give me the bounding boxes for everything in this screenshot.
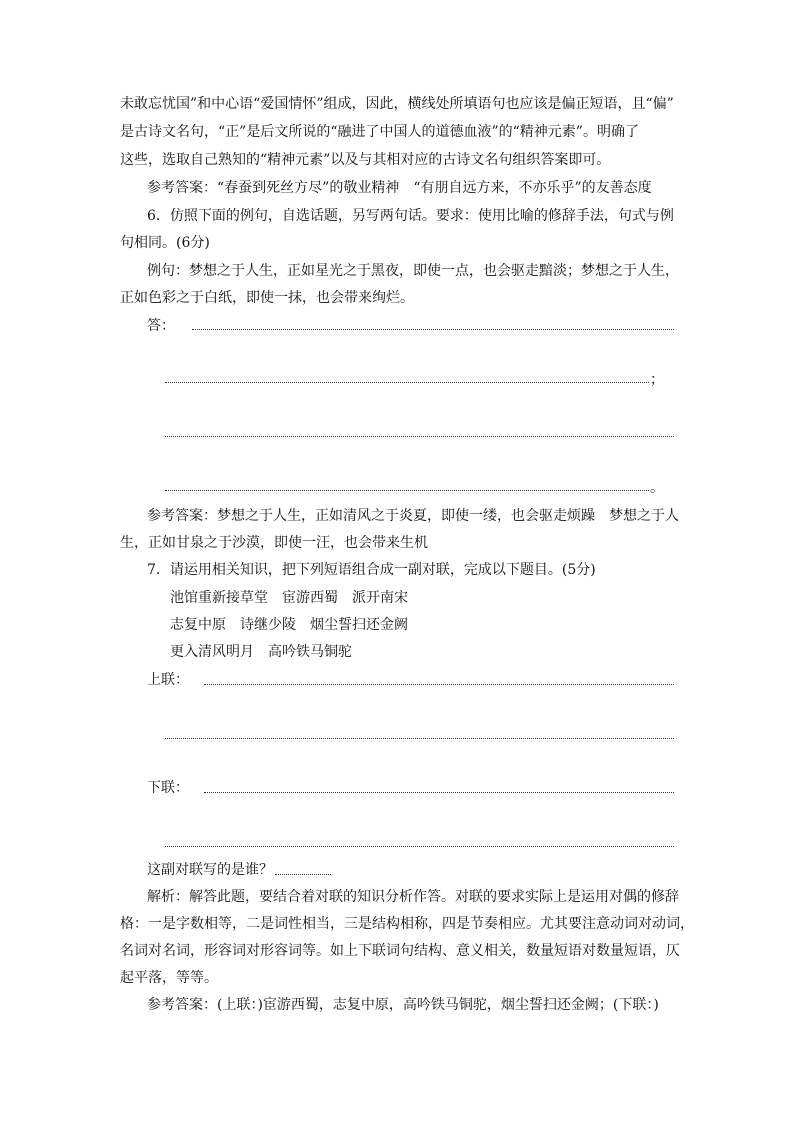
intro-line-2: 是古诗文名句，“正”是后文所说的“融进了中国人的道德血液”的“精神元素”。明确了 [120, 124, 639, 140]
analysis-line-2: 格：一是字数相等，二是词性相当，三是结构相称，四是节奏相应。尤其要注意动词对动词， [120, 916, 694, 932]
answer-blank-4[interactable] [165, 490, 649, 491]
analysis-line-4: 起平落，等等。 [120, 970, 218, 986]
lower-couplet-label: 下联： [147, 780, 189, 796]
example-line-1: 例句：梦想之于人生，正如星光之于黑夜，即使一点，也会驱走黯淡；梦想之于人生， [147, 263, 679, 279]
lower-couplet-blank-2[interactable] [165, 846, 674, 847]
answer-label: 答： [147, 318, 175, 334]
period-mark: 。 [650, 480, 664, 496]
intro-line-1: 未敢忘忧国”和中心语“爱国情怀”组成，因此，横线处所填语句也应该是偏正短语，且“偏” [120, 96, 674, 112]
intro-line-3: 这些，选取自己熟知的“精神元素”以及与其相对应的古诗文名句组织答案即可。 [120, 152, 611, 168]
upper-couplet-blank-1[interactable] [204, 684, 674, 685]
who-question: 这副对联写的是谁？ [147, 862, 273, 878]
semicolon-mark: ； [650, 372, 664, 388]
question-7-prompt: 7．请运用相关知识，把下列短语组合成一副对联，完成以下题目。(5分) [147, 562, 596, 578]
question-6-line-2: 句相同。(6分) [120, 235, 210, 251]
upper-couplet-label: 上联： [147, 672, 189, 688]
answer-blank-1[interactable] [192, 329, 674, 330]
answer-blank-2[interactable] [165, 382, 649, 383]
phrase-row-2: 志复中原 诗继少陵 烟尘誓扫还金阙 [170, 617, 408, 633]
phrase-row-1: 池馆重新接草堂 宦游西蜀 派开南宋 [170, 590, 408, 606]
reference-6-line-1: 参考答案：梦想之于人生，正如清风之于炎夏，即使一缕，也会驱走烦躁 梦想之于人 [147, 508, 679, 524]
upper-couplet-blank-2[interactable] [165, 738, 674, 739]
answer-blank-3[interactable] [165, 436, 674, 437]
analysis-line-3: 名词对名词，形容词对形容词等。如上下联词句结构、意义相关，数量短语对数量短语，仄 [120, 943, 680, 959]
phrase-row-3: 更入清风明月 高吟铁马铜驼 [170, 644, 352, 660]
lower-couplet-blank-1[interactable] [204, 792, 674, 793]
question-6-line-1: 6．仿照下面的例句，自选话题，另写两句话。要求：使用比喻的修辞手法，句式与例 [147, 208, 674, 224]
who-answer-blank[interactable] [275, 874, 331, 875]
reference-6-line-2: 生，正如甘泉之于沙漠，即使一汪，也会带来生机 [120, 535, 428, 551]
example-line-2: 正如色彩之于白纸，即使一抹，也会带来绚烂。 [120, 290, 414, 306]
analysis-line-1: 解析：解答此题，要结合着对联的知识分析作答。对联的要求实际上是运用对偶的修辞 [147, 889, 679, 905]
answer-5-line: 参考答案：“春蚕到死丝方尽”的敬业精神 “有朋自远方来，不亦乐乎”的友善态度 [147, 180, 652, 196]
reference-7-line: 参考答案：(上联：)宦游西蜀，志复中原，高吟铁马铜驼，烟尘誓扫还金阙；(下联：) [147, 997, 659, 1013]
